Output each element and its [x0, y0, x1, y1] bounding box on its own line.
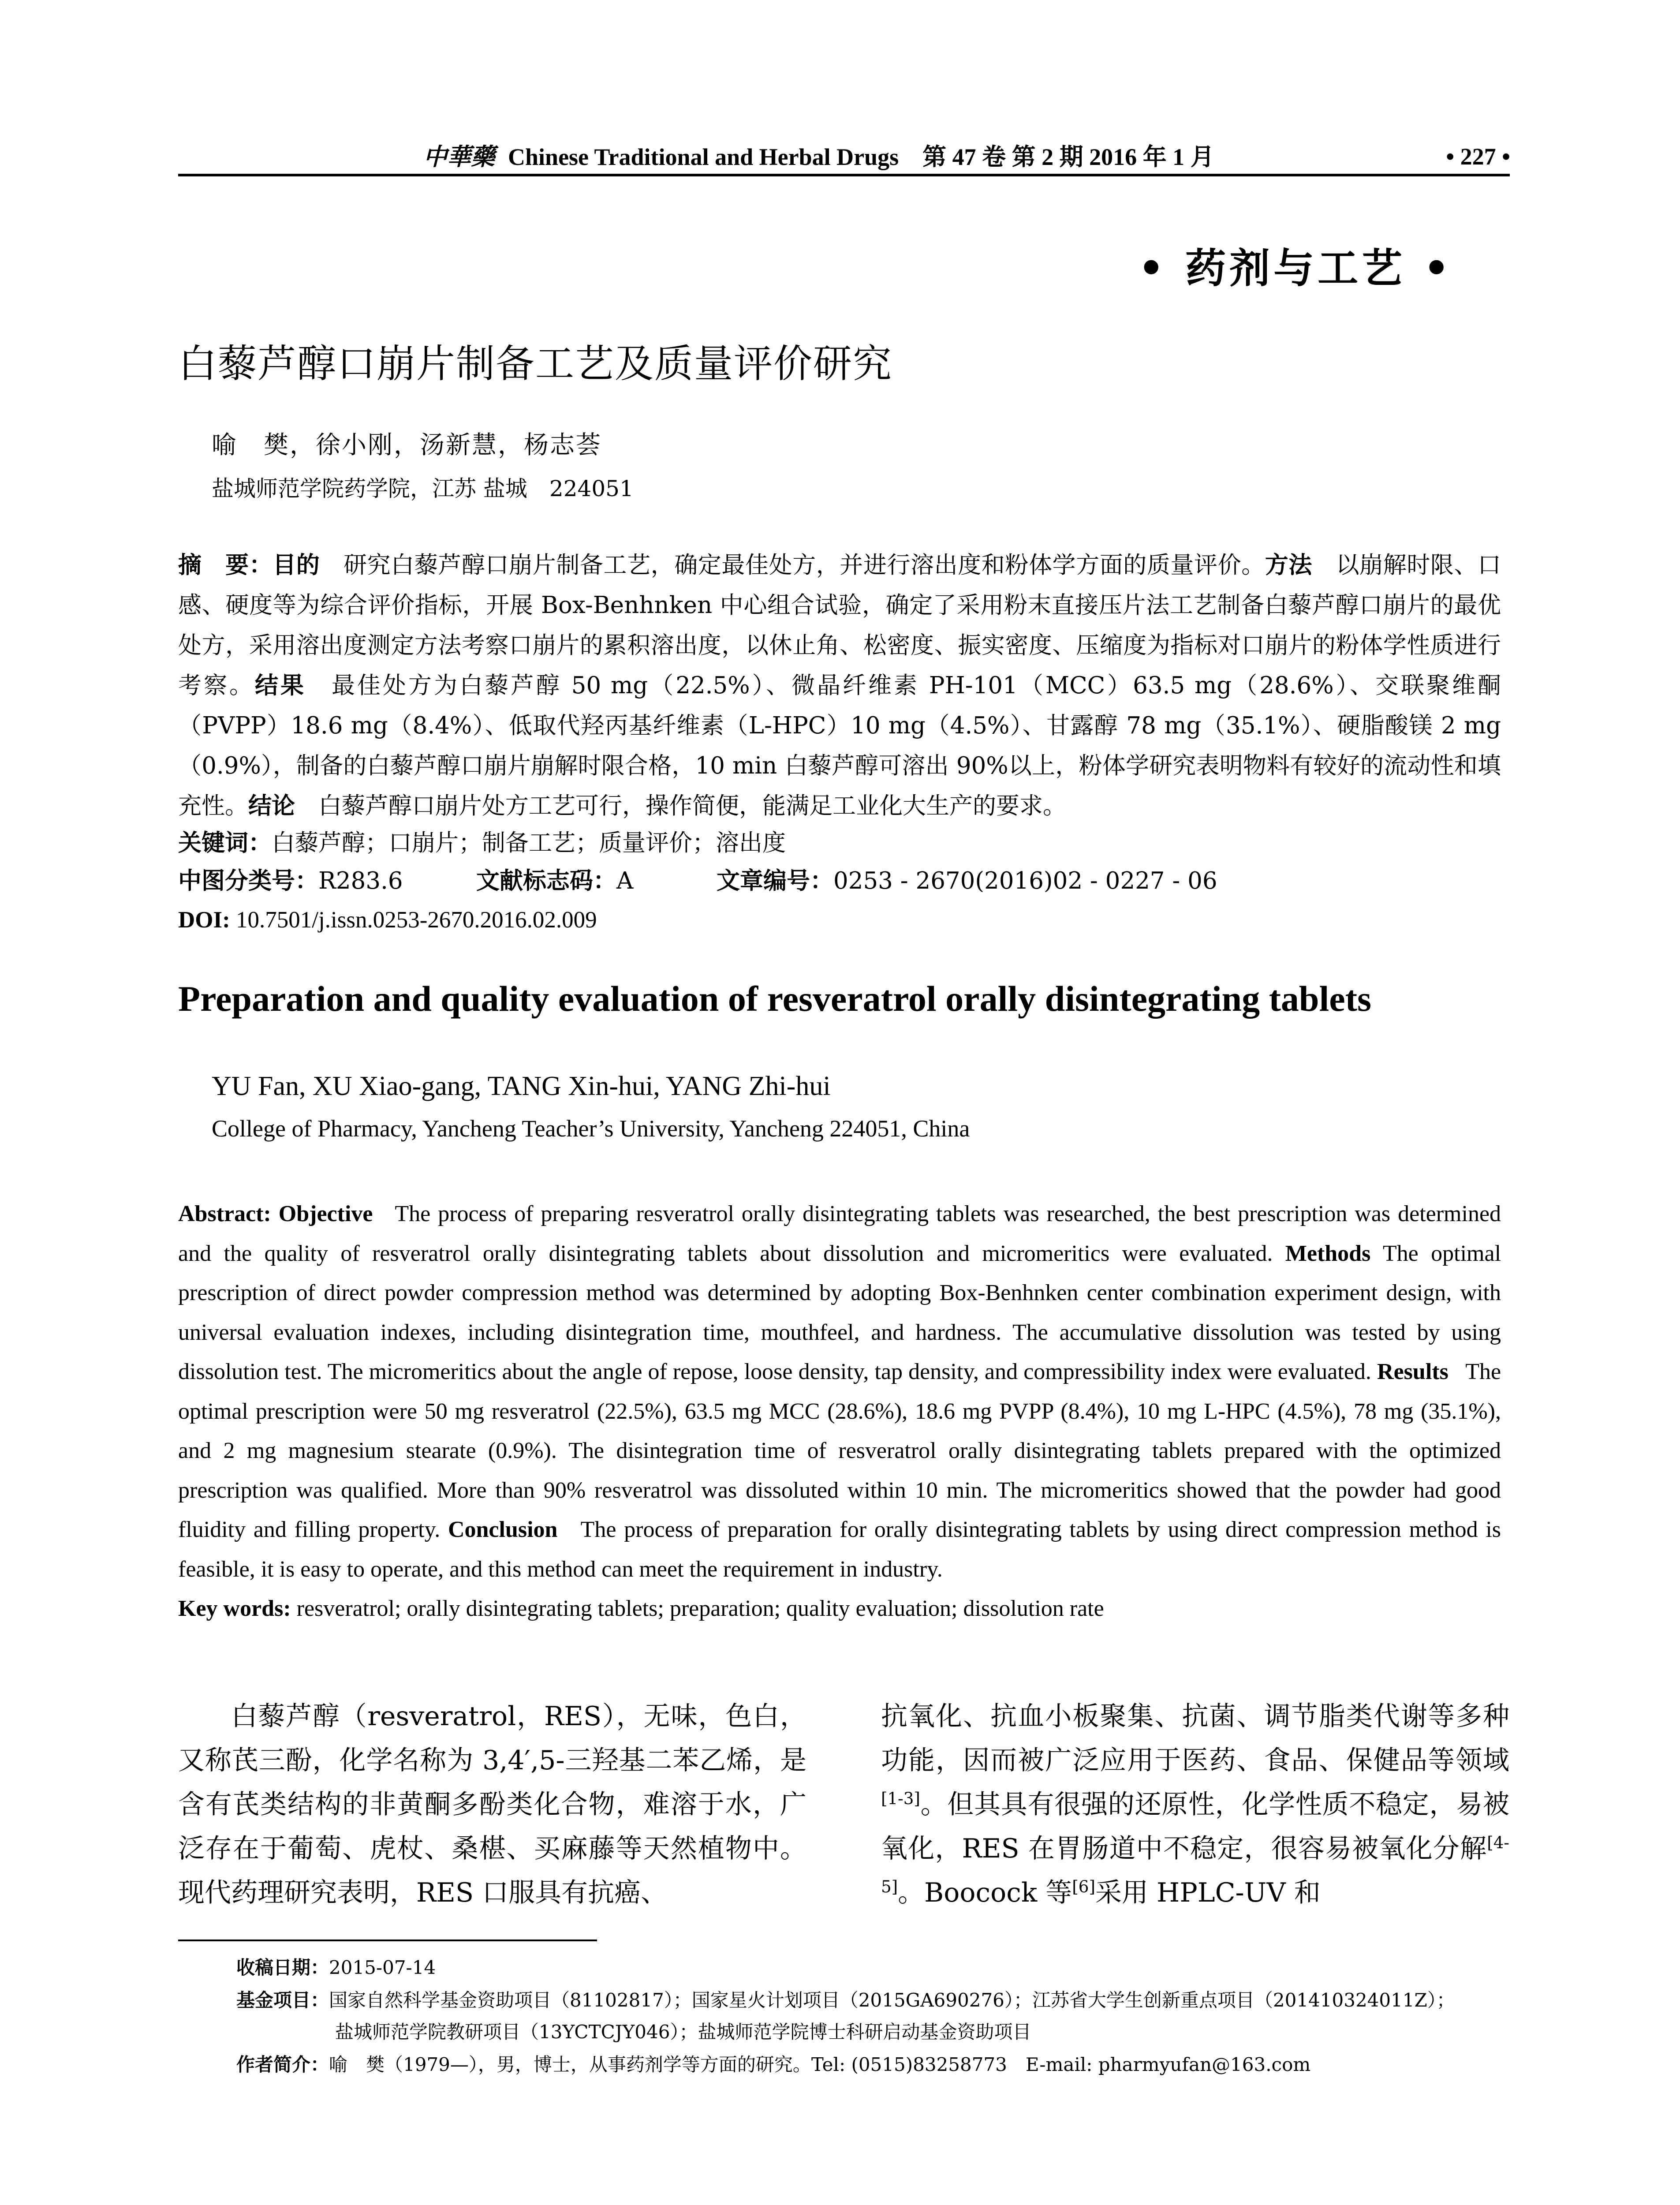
- en-methods-text: The optimal prescription of direct powder compression method was determined by adopting Box-Benhnken center combination experiment design, with universal evaluation indexes, including disintegration time, mouthfeel, and hardness. The accumulative dissolution was tested by using dissolution test. The micromeritics about the angle of repose, loose density, tap density, and compressibility index were evaluated.: [178, 1241, 1501, 1384]
- article-no-value: 0253 - 2670(2016)02 - 0227 - 06: [833, 867, 1217, 894]
- clc-label: 中图分类号：: [178, 867, 318, 894]
- header-rule: [178, 174, 1510, 176]
- body-right-text-2: 。但其具有很强的还原性，化学性质不稳定，易被氧化，RES 在胃肠道中不稳定，很容易被氧化分解: [881, 1789, 1509, 1864]
- citation-ref: [4-5]: [881, 1833, 1509, 1896]
- en-keywords: [178, 1589, 1501, 1629]
- en-conclusion-label: Conclusion: [448, 1517, 558, 1542]
- fund-line-1: 国家自然科学基金资助项目（81102817）；国家星火计划项目（2015GA690276）；江苏省大学生创新重点项目（201410324011Z）；: [329, 1989, 1455, 2011]
- cn-abstract-label: 摘 要：: [178, 552, 273, 579]
- en-abstract: [178, 1194, 1501, 1629]
- cn-results-text: 最佳处方为白藜芦醇 50 mg（22.5%）、微晶纤维素 PH-101（MCC）63.5 mg（28.6%）、交联聚维酮（PVPP）18.6 mg（8.4%）、低取代羟丙基纤维素（L-HPC）10 mg（4.5%）、甘露醇 78 mg（35.1%）、硬脂酸镁 2 mg（0.9%），制备的白藜芦醇口崩片崩解时限合格，10 min 白藜芦醇可溶出 90%以上，粉体学研究表明物料有较好的流动性和填充性。: [178, 672, 1501, 819]
- doccode-value: A: [616, 867, 634, 894]
- cn-doccode: [476, 863, 633, 899]
- body-left-column: [178, 1694, 806, 1915]
- body-left-text: 白藜芦醇（resveratrol，RES），无味，色白，又称芪三酚，化学名称为 3,4′,5-三羟基二苯乙烯，是含有芪类结构的非黄酮多酚类化合物，难溶于水，广泛存在于葡萄、虎杖、桑椹、买麻藤等天然植物中。现代药理研究表明，RES 口服具有抗癌、: [178, 1701, 806, 1908]
- footnote-rule: [178, 1940, 597, 1941]
- received-date: 2015-07-14: [329, 1957, 436, 1978]
- en-keywords-text: resveratrol; orally disintegrating tablets; preparation; quality evaluation; dissolution rate: [296, 1596, 1104, 1621]
- body-paragraph: [178, 1694, 806, 1915]
- cn-objective-text: 研究白藜芦醇口崩片制备工艺，确定最佳处方，并进行溶出度和粉体学方面的质量评价。: [343, 552, 1265, 579]
- journal-logo: 中華藥: [423, 142, 495, 171]
- citation-ref: [6]: [1072, 1877, 1095, 1896]
- cn-conclusion-label: 结论: [248, 792, 295, 819]
- clc-value: R283.6: [318, 867, 403, 894]
- footnote-fund: [236, 1987, 1455, 2014]
- citation-ref: [1-3]: [881, 1789, 920, 1808]
- cn-keywords-text: 白藜芦醇；口崩片；制备工艺；质量评价；溶出度: [272, 830, 786, 856]
- body-right-text-4: 采用 HPLC-UV 和: [1095, 1877, 1321, 1908]
- footnote-author: [236, 2052, 1310, 2078]
- body-right-column: [881, 1694, 1509, 1915]
- en-title: Preparation and quality evaluation of resveratrol orally disintegrating tablets: [178, 979, 1371, 1019]
- body-right-text-1: 抗氧化、抗血小板聚集、抗菌、调节脂类代谢等多种功能，因而被广泛应用于医药、食品、保健品等领域: [881, 1701, 1509, 1776]
- cn-classification: [178, 863, 403, 899]
- cn-authors: 喻 樊，徐小刚，汤新慧，杨志荟: [212, 431, 602, 460]
- cn-results-label: 结果: [254, 672, 306, 699]
- cn-keywords-label: 关键词：: [178, 830, 272, 856]
- cn-affiliation: 盐城师范学院药学院，江苏 盐城 224051: [212, 476, 634, 501]
- en-methods-label: Methods: [1285, 1241, 1371, 1266]
- footnote-fund-continued: 盐城师范学院教研项目（13YCTCJY046）；盐城师范学院博士科研启动基金资助项目: [335, 2021, 1031, 2043]
- cn-methods-label: 方法: [1265, 552, 1312, 579]
- body-right-text-3: 。Boocock 等: [898, 1877, 1072, 1908]
- body-paragraph-continued: [881, 1694, 1509, 1915]
- cn-article-no: [717, 863, 1217, 899]
- page-number: • 227 •: [1446, 143, 1510, 170]
- cn-methods-text: 以崩解时限、口感、硬度等为综合评价指标，开展 Box-Benhnken 中心组合试验，确定了采用粉末直接压片法工艺制备白藜芦醇口崩片的最优处方，采用溶出度测定方法考察口崩片的累积溶出度，以休止角、松密度、振实密度、压缩度为指标对口崩片的粉体学性质进行考察。: [178, 552, 1501, 699]
- en-authors: YU Fan, XU Xiao-gang, TANG Xin-hui, YANG Zhi-hui: [212, 1071, 831, 1101]
- doi-line: [178, 902, 597, 938]
- running-header: [423, 142, 1214, 172]
- cn-abstract: [178, 545, 1501, 826]
- article-no-label: 文章编号：: [717, 867, 833, 894]
- doccode-label: 文献标志码：: [476, 867, 616, 894]
- en-objective-label: Objective: [278, 1201, 373, 1226]
- en-abstract-label: Abstract:: [178, 1201, 271, 1226]
- received-label: 收稿日期：: [236, 1957, 329, 1978]
- section-label: • 药剂与工艺 •: [1138, 244, 1453, 292]
- en-results-label: Results: [1377, 1359, 1449, 1384]
- doi-value: 10.7501/j.issn.0253-2670.2016.02.009: [236, 907, 597, 933]
- cn-objective-label: 目的: [273, 552, 320, 579]
- cn-title: 白藜芦醇口崩片制备工艺及质量评价研究: [178, 341, 893, 386]
- cn-conclusion-text: 白藜芦醇口崩片处方工艺可行，操作简便，能满足工业化大生产的要求。: [318, 792, 1066, 819]
- doi-label: DOI:: [178, 907, 230, 933]
- author-bio: 喻 樊（1979—），男，博士，从事药剂学等方面的研究。Tel: (0515)83258773 E-mail: pharmyufan@163.com: [329, 2054, 1311, 2075]
- en-conclusion-text: The process of preparation for orally disintegrating tablets by using direct compression method is feasible, it is easy to operate, and this method can meet the requirement in industry.: [178, 1517, 1501, 1582]
- author-bio-label: 作者简介：: [236, 2054, 329, 2075]
- en-keywords-label: Key words:: [178, 1596, 291, 1621]
- journal-line: Chinese Traditional and Herbal Drugs 第 47 卷 第 2 期 2016 年 1 月: [508, 144, 1214, 170]
- en-results-text: The optimal prescription were 50 mg resveratrol (22.5%), 63.5 mg MCC (28.6%), 18.6 mg PVPP (8.4%), 10 mg L-HPC (4.5%), 78 mg (35.1%), and 2 mg magnesium stearate (0.9%). The disintegration time of resveratrol orally disintegrating tablets prepared with the optimized prescription was qualified. More than 90% resveratrol was dissoluted within 10 min. The micromeritics showed that the powder had good fluidity and filling property.: [178, 1359, 1501, 1542]
- en-affiliation: College of Pharmacy, Yancheng Teacher’s University, Yancheng 224051, China: [212, 1115, 970, 1142]
- footnote-received: [236, 1955, 436, 1981]
- en-objective-text: The process of preparing resveratrol orally disintegrating tablets was researched, the best prescription was determined and the quality of resveratrol orally disintegrating tablets about dissolution and micromeritics were evaluated.: [178, 1201, 1501, 1266]
- cn-keywords: [178, 826, 786, 861]
- fund-label: 基金项目：: [236, 1989, 329, 2011]
